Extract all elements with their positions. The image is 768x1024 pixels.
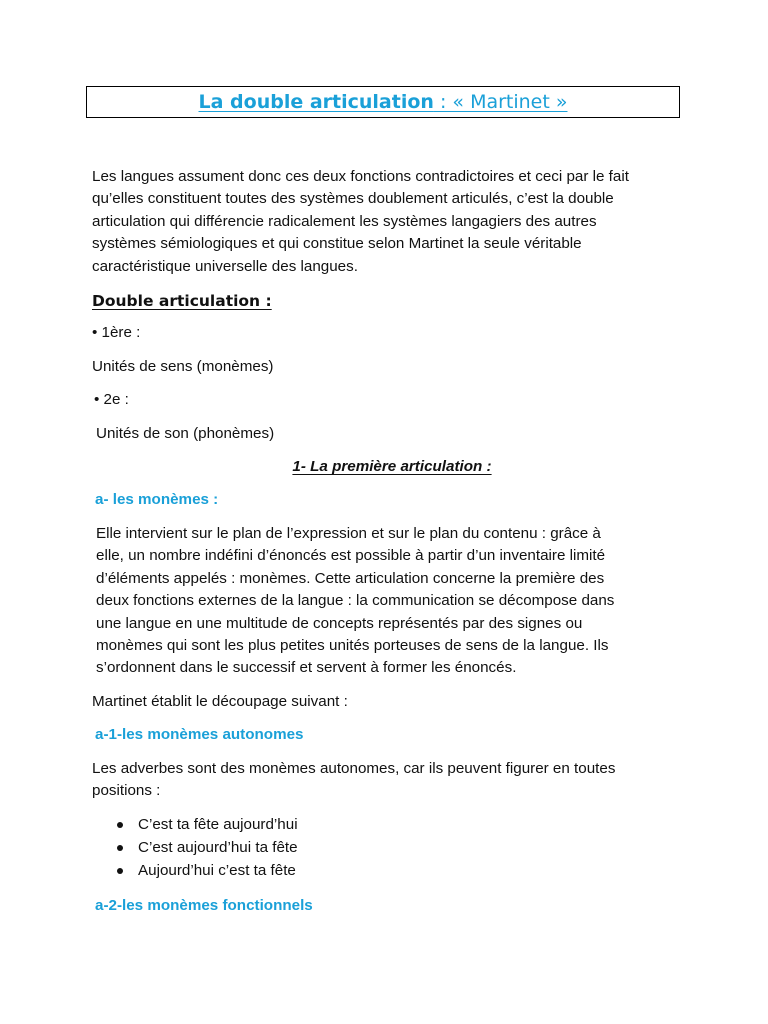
intro-line: articulation qui différencie radicalement les systèmes langagiers des autres bbox=[92, 212, 597, 230]
subheading-monemes: a- les monèmes : bbox=[95, 491, 219, 509]
intro-line: caractéristique universelle des langues. bbox=[92, 257, 358, 275]
example-text: C’est ta fête aujourd’hui bbox=[138, 816, 298, 834]
second-articulation-text: Unités de son (phonèmes) bbox=[96, 424, 275, 442]
page-title bbox=[199, 91, 568, 113]
first-articulation-label: • 1ère : bbox=[92, 324, 141, 342]
document-body bbox=[92, 166, 692, 929]
examples-list bbox=[92, 813, 692, 882]
para-line: d’éléments appelés : monèmes. Cette articulation concerne la première des bbox=[96, 569, 605, 587]
para-line: s’ordonnent dans le successif et servent à former les énoncés. bbox=[96, 659, 517, 677]
intro-line: systèmes sémiologiques et qui constitue selon Martinet la seule véritable bbox=[92, 235, 582, 253]
intro-line: qu’elles constituent toutes des systèmes doublement articulés, c’est la double bbox=[92, 190, 614, 208]
first-articulation-text: Unités de sens (monèmes) bbox=[92, 357, 274, 375]
double-articulation-heading: Double articulation : bbox=[92, 292, 272, 311]
decoupage-text: Martinet établit le découpage suivant : bbox=[92, 692, 348, 710]
subheading-monemes-autonomes: a-1-les monèmes autonomes bbox=[95, 726, 304, 744]
example-text: C’est aujourd’hui ta fête bbox=[138, 839, 298, 857]
monemes-paragraph bbox=[92, 523, 692, 680]
title-sub: : « Martinet » bbox=[433, 91, 568, 113]
list-item bbox=[92, 859, 692, 882]
list-item bbox=[92, 813, 692, 836]
adverbes-paragraph bbox=[92, 758, 692, 803]
title-box bbox=[86, 86, 680, 118]
para-line: deux fonctions externes de la langue : la communication se décompose dans bbox=[96, 592, 615, 610]
para-line: Les adverbes sont des monèmes autonomes, car ils peuvent figurer en toutes bbox=[92, 759, 616, 777]
para-line: monèmes qui sont les plus petites unités porteuses de sens de la langue. Ils bbox=[96, 636, 609, 654]
section-heading-premiere-articulation: 1- La première articulation : bbox=[292, 458, 492, 476]
title-main: La double articulation bbox=[198, 91, 434, 113]
second-articulation-label: • 2e : bbox=[94, 391, 129, 409]
intro-paragraph bbox=[92, 166, 692, 278]
bullet-icon bbox=[117, 822, 123, 828]
subheading-monemes-fonctionnels: a-2-les monèmes fonctionnels bbox=[95, 897, 313, 915]
list-item bbox=[92, 836, 692, 859]
para-line: elle, un nombre indéfini d’énoncés est possible à partir d’un inventaire limité bbox=[96, 547, 606, 565]
bullet-icon bbox=[117, 868, 123, 874]
para-line: une langue en une multitude de concepts représentés par des signes ou bbox=[96, 614, 583, 632]
intro-line: Les langues assument donc ces deux fonctions contradictoires et ceci par le fait bbox=[92, 168, 629, 185]
bullet-icon bbox=[117, 845, 123, 851]
para-line: Elle intervient sur le plan de l’expression et sur le plan du contenu : grâce à bbox=[96, 524, 601, 542]
example-text: Aujourd’hui c’est ta fête bbox=[138, 862, 296, 880]
para-line: positions : bbox=[92, 781, 161, 799]
